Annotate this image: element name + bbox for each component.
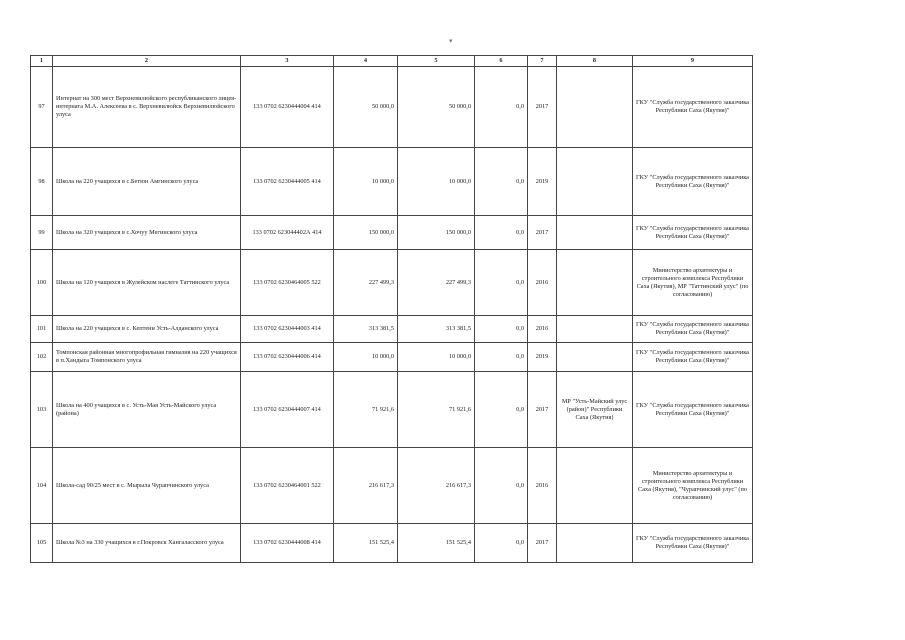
amount-col4: 313 381,5 <box>334 316 398 343</box>
object-name: Школа на 320 учащихся в с.Хочуу Мегинского улуса <box>53 216 241 250</box>
amount-col4: 10 000,0 <box>334 148 398 216</box>
amount-col4: 71 921,6 <box>334 372 398 448</box>
column-header: 9 <box>633 56 753 67</box>
responsible-executor: ГКУ "Служба государственного заказчика Республики Саха (Якутия)" <box>633 343 753 372</box>
column-header: 7 <box>528 56 557 67</box>
table-row <box>31 148 753 216</box>
year-cell: 2016 <box>528 250 557 316</box>
amount-col4: 10 000,0 <box>334 343 398 372</box>
amount-col4: 151 525,4 <box>334 524 398 563</box>
amount-col5: 227 499,3 <box>398 250 475 316</box>
row-number: 98 <box>31 148 53 216</box>
table-row <box>31 448 753 524</box>
responsible-executor: ГКУ "Служба государственного заказчика Республики Саха (Якутия)" <box>633 216 753 250</box>
amount-col6: 0,0 <box>475 524 528 563</box>
table-row <box>31 524 753 563</box>
row-number: 101 <box>31 316 53 343</box>
amount-col5: 71 921,6 <box>398 372 475 448</box>
amount-col4: 227 499,3 <box>334 250 398 316</box>
object-name: Интернат на 300 мест Верхневилюйского республиканского лицея-интерната М.А. Алексеева в с. Верхневилюйск Верхневилюйского улуса <box>53 67 241 148</box>
row-number: 97 <box>31 67 53 148</box>
amount-col6: 0,0 <box>475 372 528 448</box>
row-number: 100 <box>31 250 53 316</box>
amount-col5: 151 525,4 <box>398 524 475 563</box>
responsible-executor: Министерство архитектуры и строительного комплекса Республики Саха (Якутия), "Чурапчинский улус" (по согласованию) <box>633 448 753 524</box>
amount-col4: 50 000,0 <box>334 67 398 148</box>
year-cell: 2019 <box>528 343 557 372</box>
budget-code: 133 0702 6230444006 414 <box>241 343 334 372</box>
column-header: 6 <box>475 56 528 67</box>
amount-col4: 216 617,3 <box>334 448 398 524</box>
table-row <box>31 250 753 316</box>
page-marker: ▾ <box>449 37 453 45</box>
amount-col6: 0,0 <box>475 343 528 372</box>
responsible-executor: ГКУ "Служба государственного заказчика Республики Саха (Якутия)" <box>633 316 753 343</box>
amount-col5: 313 381,5 <box>398 316 475 343</box>
budget-code: 133 0702 6230444008 414 <box>241 524 334 563</box>
column-header: 5 <box>398 56 475 67</box>
amount-col5: 216 617,3 <box>398 448 475 524</box>
budget-code: 133 0702 6230444007 414 <box>241 372 334 448</box>
budget-code: 133 0702 623044402А 414 <box>241 216 334 250</box>
amount-col6: 0,0 <box>475 148 528 216</box>
object-name: Школа на 220 учащихся в с. Кептени Усть-Алданского улуса <box>53 316 241 343</box>
column-header: 4 <box>334 56 398 67</box>
amount-col6: 0,0 <box>475 67 528 148</box>
table-row <box>31 372 753 448</box>
responsible-executor: Министерство архитектуры и строительного комплекса Республики Саха (Якутия), МР "Таттинский улус" (по согласованию) <box>633 250 753 316</box>
object-name: Школа №3 на 330 учащихся в г.Покровск Хангаласского улуса <box>53 524 241 563</box>
year-cell: 2017 <box>528 524 557 563</box>
row-number: 99 <box>31 216 53 250</box>
amount-col5: 10 000,0 <box>398 148 475 216</box>
amount-col5: 10 000,0 <box>398 343 475 372</box>
budget-code: 133 0702 6230444003 414 <box>241 316 334 343</box>
amount-col5: 50 000,0 <box>398 67 475 148</box>
co-executor <box>557 343 633 372</box>
column-header: 1 <box>31 56 53 67</box>
budget-code: 133 0702 6230444005 414 <box>241 148 334 216</box>
amount-col4: 150 000,0 <box>334 216 398 250</box>
amount-col6: 0,0 <box>475 250 528 316</box>
object-name: Школа на 400 учащихся в с. Усть-Мая Усть-Майского улуса (района) <box>53 372 241 448</box>
co-executor <box>557 316 633 343</box>
co-executor <box>557 148 633 216</box>
column-header: 8 <box>557 56 633 67</box>
year-cell: 2017 <box>528 67 557 148</box>
responsible-executor: ГКУ "Служба государственного заказчика Республики Саха (Якутия)" <box>633 524 753 563</box>
row-number: 103 <box>31 372 53 448</box>
table-row <box>31 343 753 372</box>
object-name: Школа на 120 учащихся в Жулейском наслеге Таттинского улуса <box>53 250 241 316</box>
table-row <box>31 316 753 343</box>
year-cell: 2017 <box>528 216 557 250</box>
object-name: Томпонская районная многопрофильная гимназия на 220 учащихся в п.Хандыга Томпонского улуса <box>53 343 241 372</box>
co-executor <box>557 216 633 250</box>
document-table <box>30 55 753 563</box>
co-executor <box>557 524 633 563</box>
co-executor <box>557 67 633 148</box>
row-number: 104 <box>31 448 53 524</box>
co-executor <box>557 250 633 316</box>
table-row <box>31 67 753 148</box>
object-name: Школа на 220 учащихся в с.Бетюн Амгинского улуса <box>53 148 241 216</box>
column-header: 3 <box>241 56 334 67</box>
table-row <box>31 216 753 250</box>
amount-col6: 0,0 <box>475 316 528 343</box>
amount-col6: 0,0 <box>475 216 528 250</box>
budget-code: 133 0702 6230464005 522 <box>241 250 334 316</box>
budget-code: 133 0702 6230464001 522 <box>241 448 334 524</box>
year-cell: 2016 <box>528 448 557 524</box>
co-executor: МР "Усть-Майский улус (район)" Республики Саха (Якутия) <box>557 372 633 448</box>
row-number: 102 <box>31 343 53 372</box>
budget-code: 133 0702 6230444004 414 <box>241 67 334 148</box>
column-header: 2 <box>53 56 241 67</box>
year-cell: 2016 <box>528 316 557 343</box>
amount-col6: 0,0 <box>475 448 528 524</box>
object-name: Школа-сад 90/25 мест в с. Мырыла Чурапчинского улуса <box>53 448 241 524</box>
amount-col5: 150 000,0 <box>398 216 475 250</box>
co-executor <box>557 448 633 524</box>
responsible-executor: ГКУ "Служба государственного заказчика Республики Саха (Якутия)" <box>633 372 753 448</box>
row-number: 105 <box>31 524 53 563</box>
responsible-executor: ГКУ "Служба государственного заказчика Республики Саха (Якутия)" <box>633 67 753 148</box>
column-header-row <box>31 56 753 67</box>
year-cell: 2019 <box>528 148 557 216</box>
responsible-executor: ГКУ "Служба государственного заказчика Республики Саха (Якутия)" <box>633 148 753 216</box>
year-cell: 2017 <box>528 372 557 448</box>
